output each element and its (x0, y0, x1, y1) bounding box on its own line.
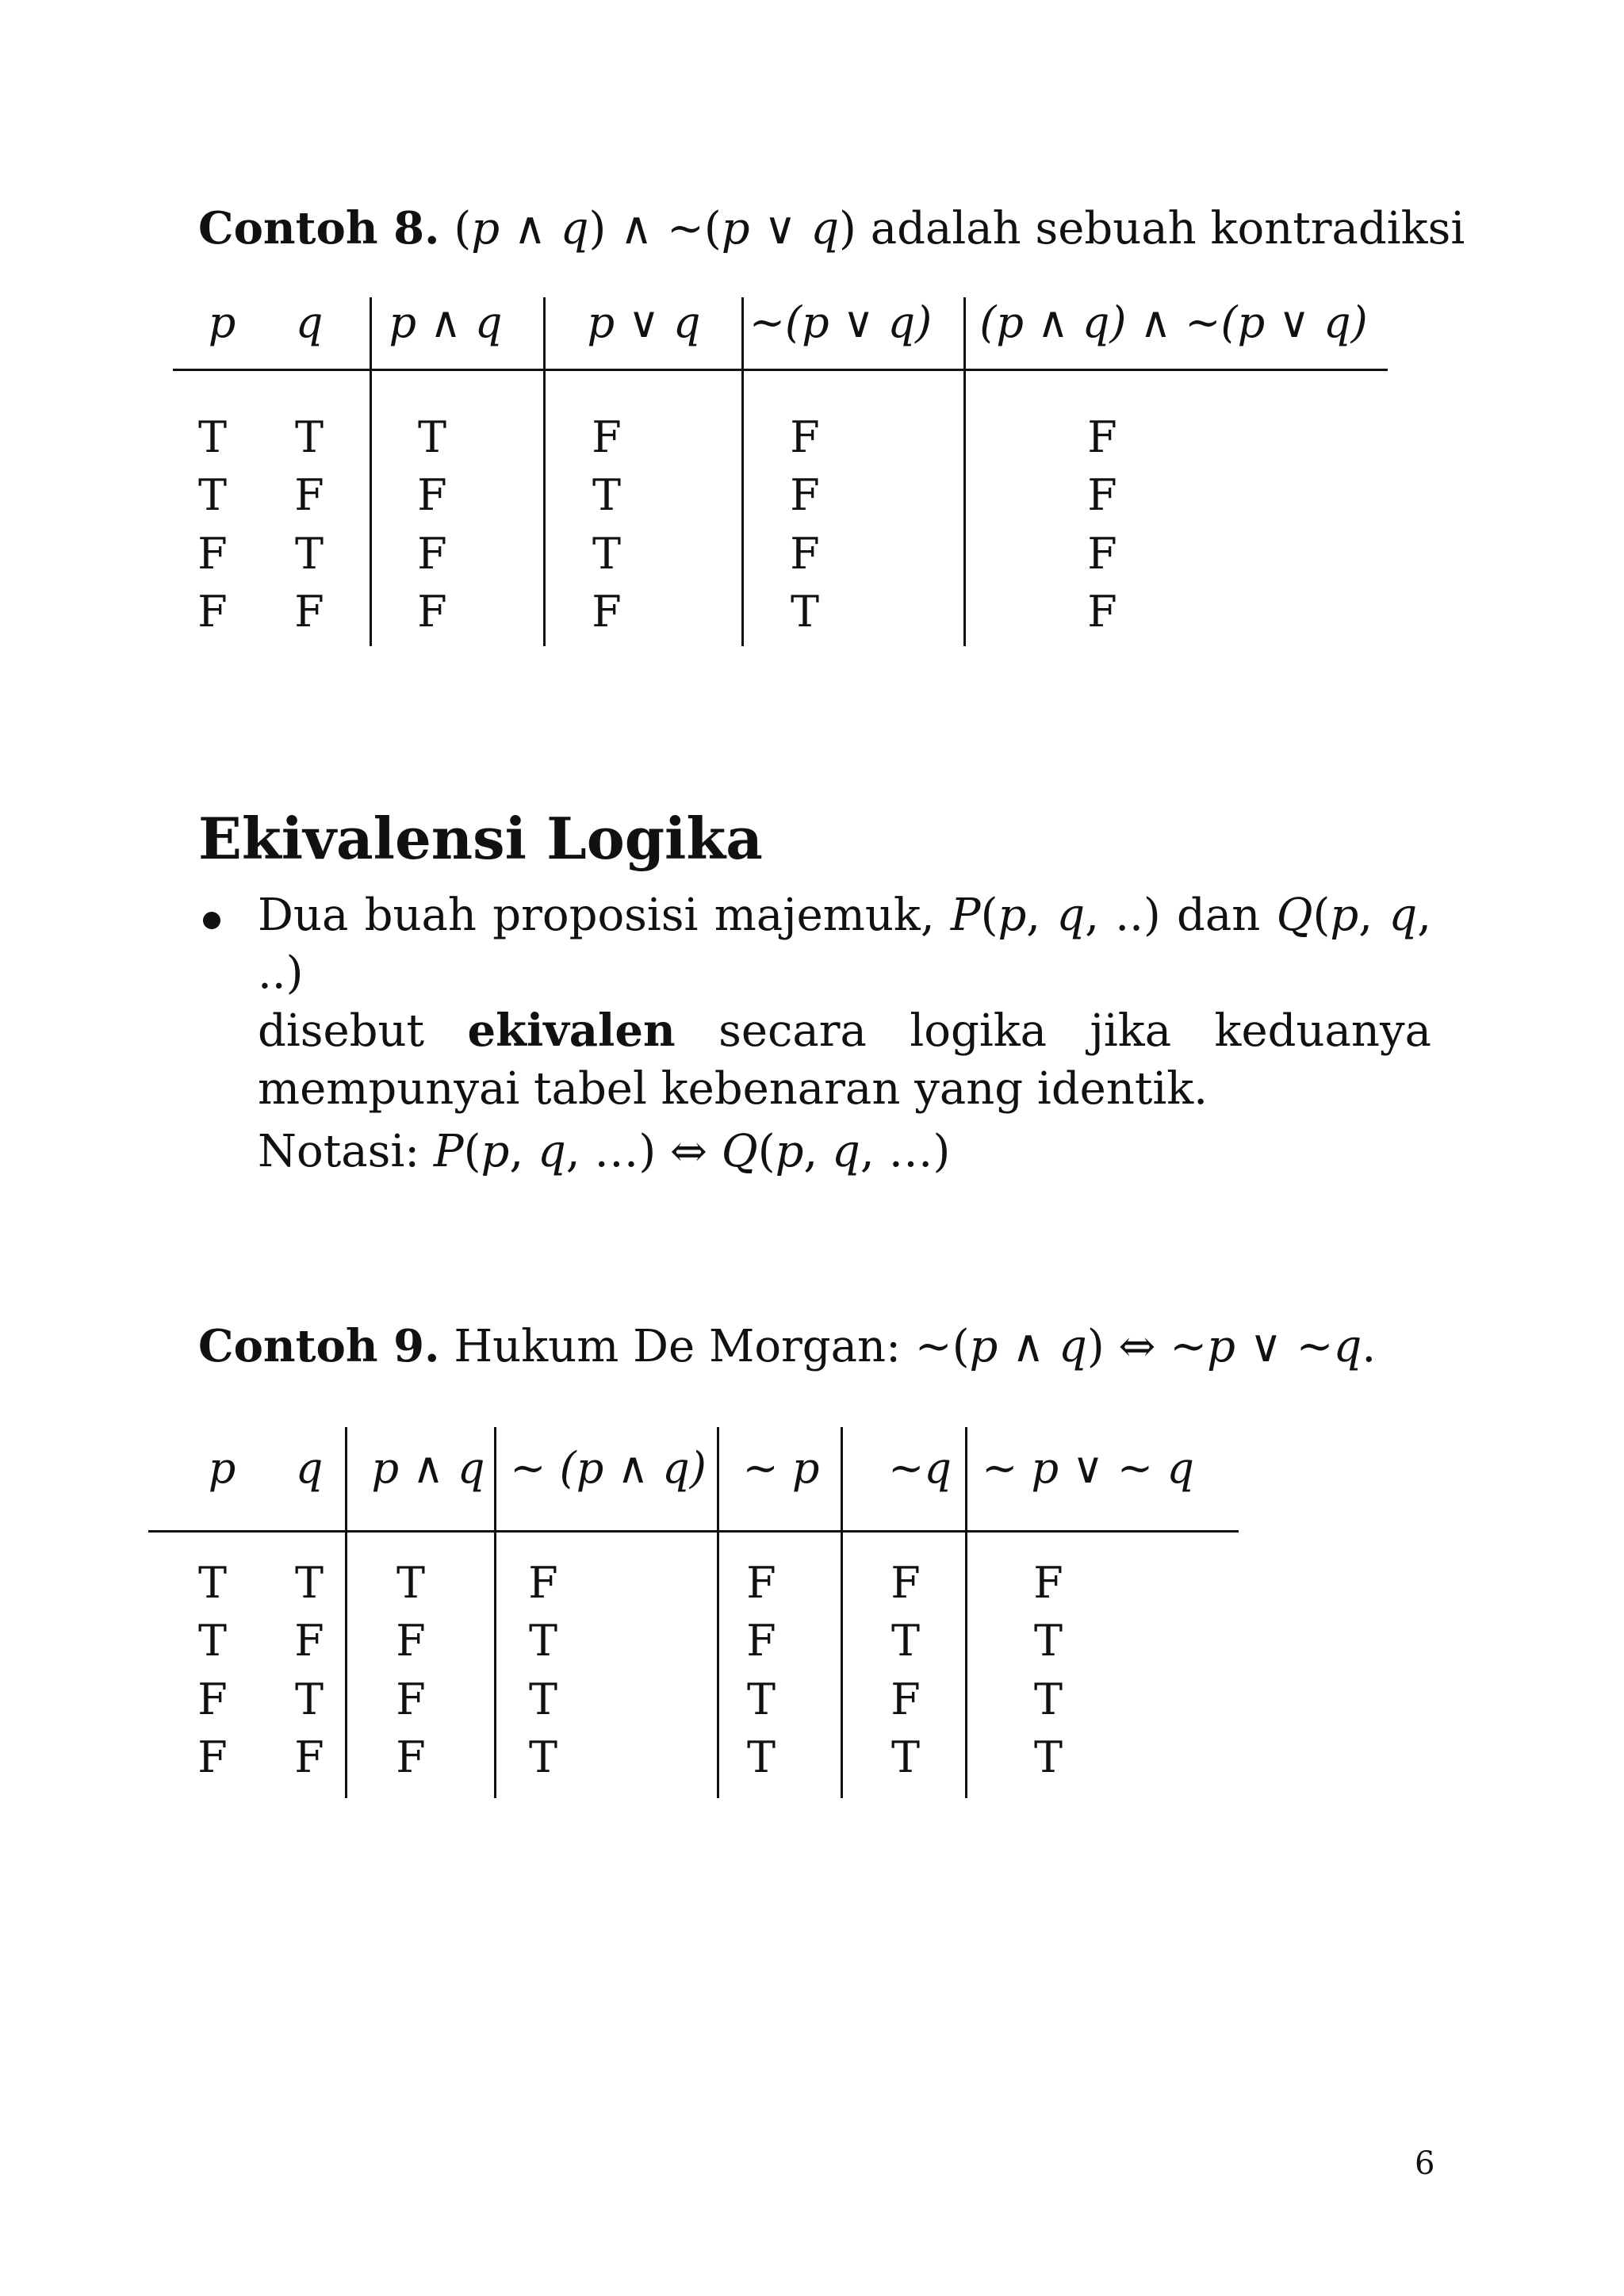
table-cell: F (417, 470, 447, 520)
table-cell: F (417, 587, 447, 637)
table-cell: T (1033, 1616, 1063, 1666)
bullet-paragraph (258, 886, 1431, 1118)
table-cell: F (294, 1732, 324, 1782)
table-cell: F (891, 1674, 921, 1724)
header-cell: ~ p ∨ ~ q (982, 1443, 1194, 1493)
table-cell: T (197, 470, 228, 520)
table-cell: F (790, 529, 820, 579)
example-8-formula: (p ∧ q) ∧ ~(p ∨ q) (454, 203, 856, 254)
header-cell: ~q (888, 1443, 952, 1493)
table-header-rule (148, 1530, 1239, 1533)
paragraph-line: disebut ekivalen secara logika jika keduanya (258, 1004, 1432, 1057)
table-cell: T (396, 1558, 426, 1608)
table-cell: T (592, 529, 622, 579)
example-9-formula: p ∧ q) ⇔ ~p ∨ ~q. (969, 1321, 1377, 1372)
table-cell: F (746, 1616, 776, 1666)
table-cell: F (197, 529, 228, 579)
column-divider (965, 1427, 967, 1798)
column-divider (494, 1427, 496, 1798)
example-8-label: Contoh 8. (198, 202, 440, 254)
header-cell: p ∧ q (371, 1443, 485, 1493)
q-args: (p, q, ..) (258, 890, 1431, 999)
column-divider (741, 297, 744, 646)
table-cell: F (1033, 1558, 1063, 1608)
table-cell: F (891, 1558, 921, 1608)
table-cell: T (891, 1732, 921, 1782)
table-cell: F (396, 1616, 426, 1666)
table-cell: T (746, 1732, 776, 1782)
header-cell: q (295, 297, 324, 347)
header-cell: ~ (p ∧ q) (510, 1443, 707, 1493)
table-cell: F (197, 1674, 228, 1724)
table-cell: F (1087, 587, 1117, 637)
p-args: (p, q, ..) (980, 890, 1161, 941)
example-9-label: Contoh 9. (198, 1320, 440, 1372)
table-cell: F (1087, 529, 1117, 579)
table-cell: F (294, 587, 324, 637)
header-cell: p ∧ q (389, 297, 503, 347)
table-cell: F (294, 1616, 324, 1666)
table-cell: T (197, 1558, 228, 1608)
table-cell: F (1087, 470, 1117, 520)
header-cell: p ∨ q (587, 297, 701, 347)
header-cell: (p ∧ q) ∧ ~(p ∨ q) (979, 297, 1368, 347)
table-cell: T (417, 412, 447, 462)
table-cell: F (1087, 412, 1117, 462)
table-cell: F (396, 1732, 426, 1782)
header-cell: ~ p (742, 1443, 820, 1493)
table-cell: F (528, 1558, 558, 1608)
column-divider (963, 297, 966, 646)
notation-line: Notasi: P(p, q, …) ⇔ Q(p, q, …) (258, 1126, 951, 1177)
table-cell: T (294, 412, 324, 462)
example-8-text: adalah sebuah kontradiksi (856, 203, 1465, 254)
header-cell: p (208, 297, 236, 347)
table-cell: F (746, 1558, 776, 1608)
column-divider (543, 297, 546, 646)
table-cell: F (197, 587, 228, 637)
table-cell: T (891, 1616, 921, 1666)
table-cell: T (294, 1674, 324, 1724)
column-divider (841, 1427, 843, 1798)
bullet-icon (203, 912, 220, 929)
header-cell: p (208, 1443, 236, 1493)
table-header-rule (173, 369, 1388, 371)
header-cell: ~(p ∨ q) (749, 297, 933, 347)
table-cell: T (790, 587, 820, 637)
table-cell: T (528, 1732, 558, 1782)
section-title: Ekivalensi Logika (198, 805, 763, 872)
table-cell: T (197, 412, 228, 462)
table-cell: T (1033, 1674, 1063, 1724)
column-divider (717, 1427, 719, 1798)
table-cell: F (294, 470, 324, 520)
table-cell: T (746, 1674, 776, 1724)
table-cell: T (1033, 1732, 1063, 1782)
table-cell: T (197, 1616, 228, 1666)
table-cell: T (592, 470, 622, 520)
paragraph-line: mempunyai tabel kebenaran yang identik. (258, 1063, 1208, 1115)
notation-left: P(p, q, …) (433, 1126, 657, 1177)
column-divider (345, 1427, 347, 1798)
page-number: 6 (1415, 2145, 1435, 2182)
column-divider (370, 297, 372, 646)
table-cell: F (396, 1674, 426, 1724)
header-cell: q (295, 1443, 324, 1493)
table-cell: F (790, 412, 820, 462)
example-9-heading: Contoh 9. Hukum De Morgan: ~(p ∧ q) ⇔ ~p ∨ ~q. (198, 1320, 1377, 1372)
table-cell: T (294, 1558, 324, 1608)
paragraph-line: Dua buah proposisi majemuk, P(p, q, ..) dan Q(p, q, ..) (258, 890, 1431, 999)
notation-right: Q(p, q, …) (721, 1126, 951, 1177)
table-cell: T (294, 529, 324, 579)
table-cell: F (197, 1732, 228, 1782)
table-cell: F (417, 529, 447, 579)
table-cell: F (592, 412, 622, 462)
table-cell: T (528, 1674, 558, 1724)
table-cell: F (790, 470, 820, 520)
bold-term: ekivalen (467, 1004, 676, 1057)
example-8-heading (198, 202, 1465, 254)
table-cell: F (592, 587, 622, 637)
table-cell: T (528, 1616, 558, 1666)
